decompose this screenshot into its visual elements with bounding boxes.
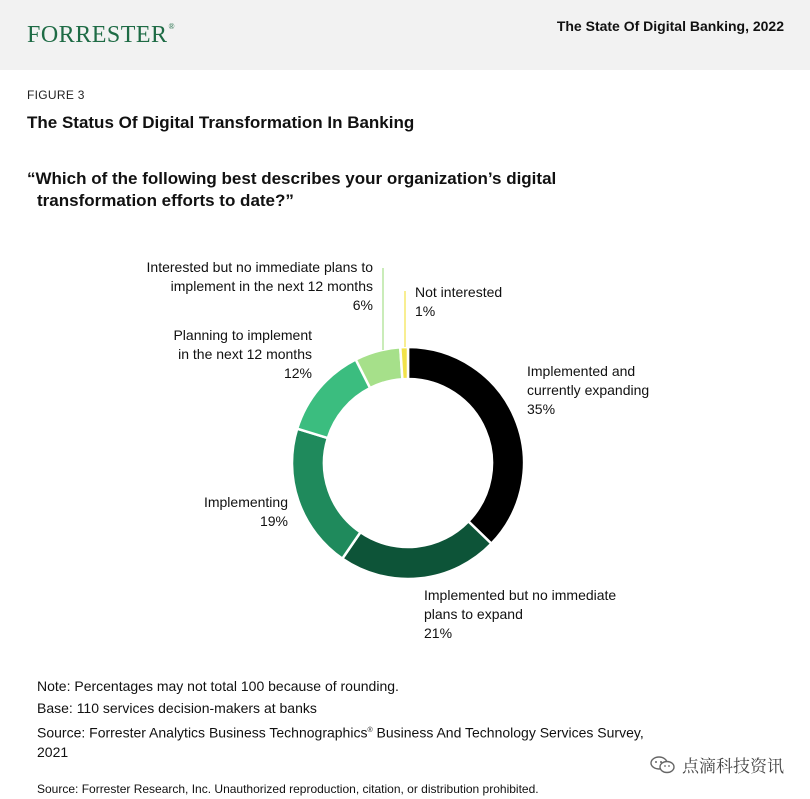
label-planning bbox=[173, 326, 312, 383]
label-value: 35% bbox=[527, 401, 556, 417]
label-line: in the next 12 months bbox=[178, 346, 312, 362]
survey-source-line-1-rest: Business And Technology Services Survey, bbox=[372, 724, 644, 741]
label-implemented-no-expand bbox=[424, 586, 616, 643]
label-line: Planning to implement bbox=[173, 327, 312, 343]
label-value: 19% bbox=[259, 513, 288, 529]
note-text: Note: Percentages may not total 100 because of rounding. bbox=[37, 678, 399, 694]
wechat-icon bbox=[650, 756, 676, 774]
slice-implemented-no-expand bbox=[342, 521, 491, 579]
survey-source-line-1: Source: Forrester Analytics Business Technographics bbox=[37, 724, 368, 741]
survey-source bbox=[37, 721, 644, 762]
label-line: Interested but no immediate plans to bbox=[146, 259, 373, 275]
slice-not-interested bbox=[400, 347, 408, 379]
question-line-2: transformation efforts to date?” bbox=[37, 191, 294, 210]
label-interested bbox=[147, 258, 373, 315]
label-line: Not interested bbox=[415, 284, 503, 300]
chart-notes bbox=[37, 677, 644, 765]
registered-mark: ® bbox=[367, 727, 373, 734]
footer-source: Source: Forrester Research, Inc. Unauthorized reproduction, citation, or distribution prohibited. bbox=[37, 782, 539, 796]
question-line-1: “Which of the following best describes your organization’s digital bbox=[27, 169, 557, 188]
label-line: implement in the next 12 months bbox=[170, 278, 373, 294]
label-line: Implemented but no immediate bbox=[424, 587, 617, 603]
label-line: currently expanding bbox=[527, 382, 650, 398]
label-implemented-expanding bbox=[527, 362, 649, 419]
report-title: The State Of Digital Banking, 2022 bbox=[556, 18, 784, 34]
watermark-text: 点滴科技资讯 bbox=[682, 757, 784, 776]
logo-text: FORRESTER bbox=[27, 22, 168, 48]
label-line: plans to expand bbox=[424, 606, 523, 622]
label-line: Implemented and bbox=[527, 363, 636, 379]
base-text: Base: 110 services decision-makers at banks bbox=[37, 700, 317, 716]
label-value: 12% bbox=[283, 365, 312, 381]
slice-implementing bbox=[292, 429, 360, 559]
figure-title: The Status Of Digital Transformation In Banking bbox=[27, 113, 415, 132]
survey-source-line-2: 2021 bbox=[37, 743, 69, 760]
slice-implemented-expanding bbox=[408, 347, 524, 544]
label-line: Implementing bbox=[203, 494, 288, 510]
label-value: 6% bbox=[352, 297, 373, 313]
watermark bbox=[650, 752, 784, 777]
label-implementing bbox=[204, 493, 288, 531]
figure-label: FIGURE 3 bbox=[27, 88, 85, 102]
label-value: 21% bbox=[424, 625, 453, 641]
label-not-interested bbox=[415, 283, 502, 321]
label-value: 1% bbox=[415, 303, 436, 319]
logo-mark: ® bbox=[168, 22, 176, 31]
